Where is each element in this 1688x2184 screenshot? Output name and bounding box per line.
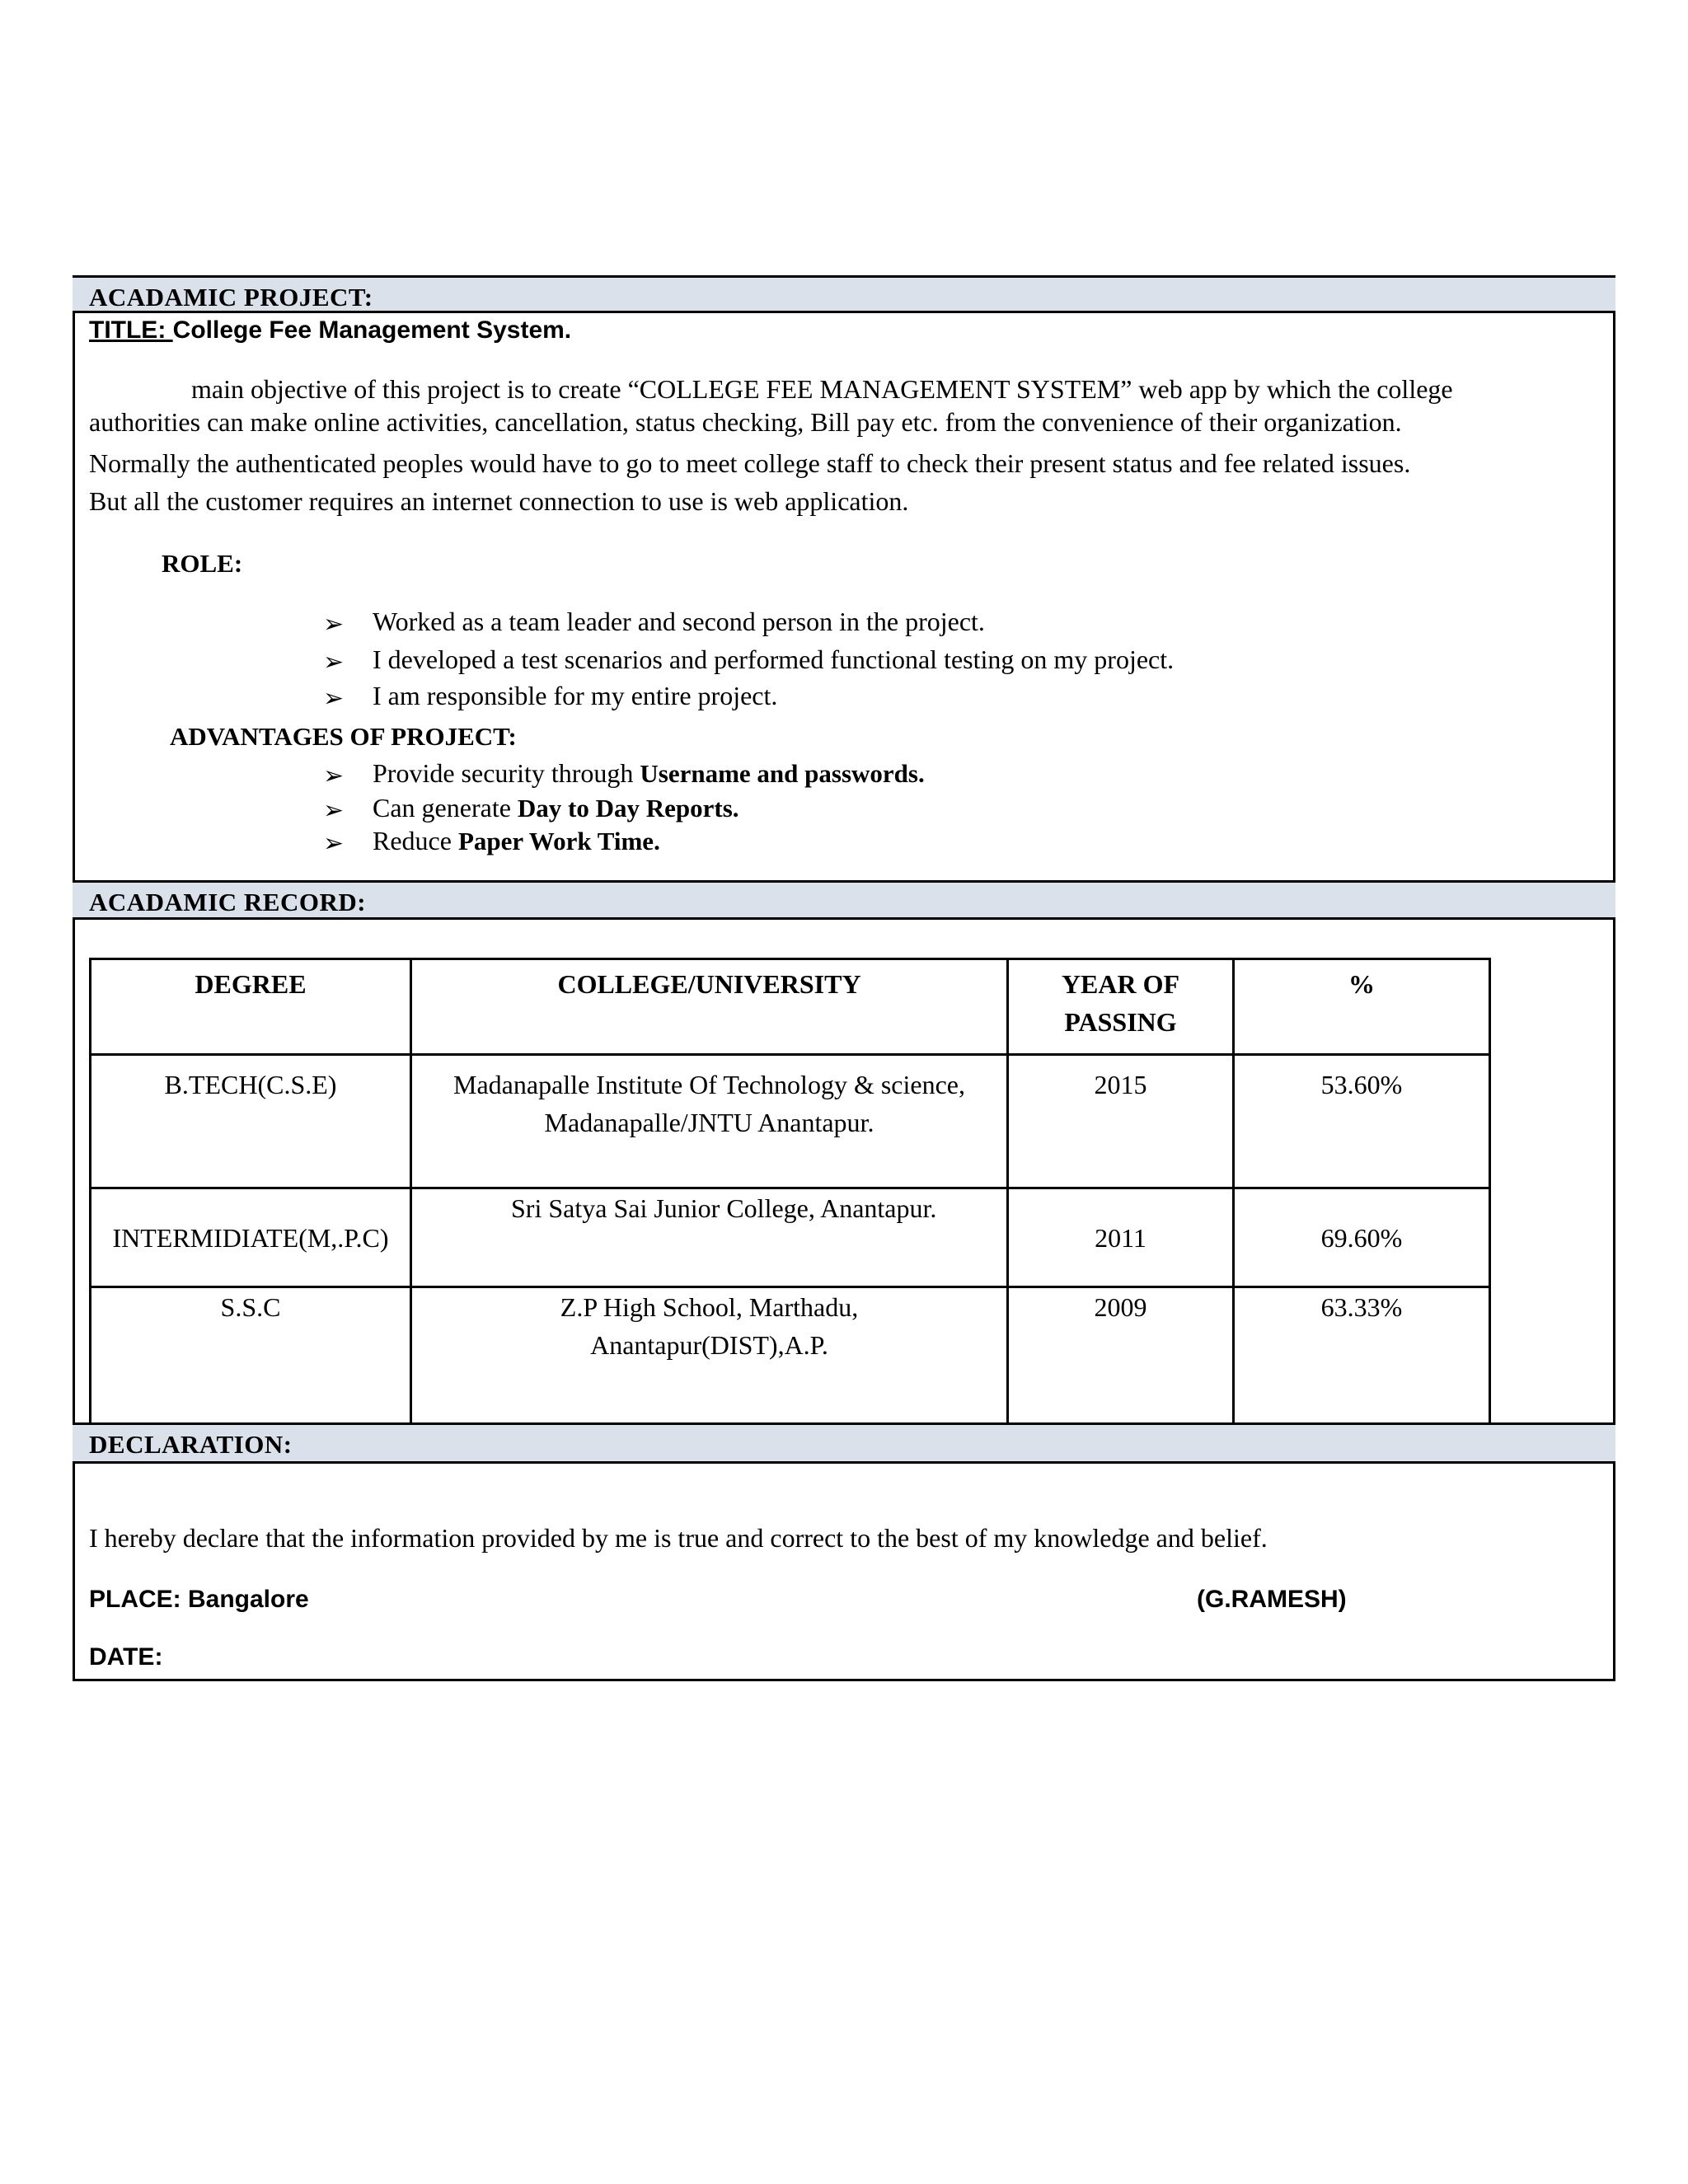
bullet-icon: ➢ — [323, 762, 345, 790]
declaration-heading: DECLARATION: — [89, 1430, 293, 1459]
project-description-line-2: authorities can make online activities, cancellation, status checking, Bill pay etc. from the convenience of their organization. — [89, 407, 1402, 437]
advantage-emphasis: Paper Work Time. — [457, 827, 660, 855]
declaration-heading-band — [73, 1422, 1615, 1464]
bullet-icon: ➢ — [323, 611, 345, 638]
declaration-text: I hereby declare that the information provided by me is true and correct to the best of my knowledge and belief. — [89, 1523, 1268, 1553]
column-header-percent: % — [1234, 959, 1490, 1055]
column-header-college: COLLEGE/UNIVERSITY — [411, 959, 1008, 1055]
date-label: DATE: — [89, 1643, 163, 1671]
project-description-line-4: But all the customer requires an internet connection to use is web application. — [89, 486, 909, 516]
cell-percent: 63.33% — [1234, 1287, 1490, 1424]
bullet-icon: ➢ — [323, 685, 345, 712]
signature-name: (G.RAMESH) — [1197, 1586, 1347, 1613]
advantage-text: Can generate — [373, 793, 518, 823]
cell-year: 2009 — [1008, 1287, 1234, 1424]
cell-college — [411, 1287, 1008, 1424]
column-header-degree: DEGREE — [91, 959, 411, 1055]
title-value: College Fee Management System. — [172, 316, 572, 344]
project-description-line-1: main objective of this project is to create “COLLEGE FEE MANAGEMENT SYSTEM” web app by which the college — [191, 374, 1453, 404]
bullet-icon: ➢ — [323, 797, 345, 824]
academic-record-table — [89, 958, 1491, 1425]
cell-degree: B.TECH(C.S.E) — [91, 1055, 411, 1188]
role-item: Worked as a team leader and second person in the project. — [373, 607, 985, 636]
project-heading: ACADAMIC PROJECT: — [89, 283, 373, 312]
role-item: I developed a test scenarios and performed functional testing on my project. — [373, 644, 1175, 674]
bullet-icon: ➢ — [323, 830, 345, 857]
cell-degree: INTERMIDIATE(M,.P.C) — [91, 1188, 411, 1287]
project-heading-band — [73, 275, 1615, 313]
role-item: I am responsible for my entire project. — [373, 681, 778, 710]
title-label: TITLE: — [89, 316, 173, 344]
table-row — [91, 1055, 1490, 1188]
bullet-icon: ➢ — [323, 649, 345, 676]
advantage-item — [373, 826, 660, 856]
cell-college: Sri Satya Sai Junior College, Anantapur. — [411, 1188, 1008, 1287]
advantage-item — [373, 793, 739, 823]
cell-percent: 53.60% — [1234, 1055, 1490, 1188]
advantage-emphasis: Username and passwords. — [640, 759, 925, 788]
advantage-item — [373, 758, 925, 789]
advantage-emphasis: Day to Day Reports. — [517, 794, 739, 823]
table-header-row — [91, 959, 1490, 1055]
column-header-year — [1008, 959, 1234, 1055]
table-row — [91, 1287, 1490, 1424]
cell-degree: S.S.C — [91, 1287, 411, 1424]
cell-year: 2011 — [1008, 1188, 1234, 1287]
cell-percent: 69.60% — [1234, 1188, 1490, 1287]
record-heading: ACADAMIC RECORD: — [89, 888, 367, 916]
record-heading-band — [73, 880, 1615, 920]
project-description-line-3: Normally the authenticated peoples would have to go to meet college staff to check their present status and fee related issues. — [89, 448, 1411, 478]
column-header-year-text: YEAR OF PASSING — [1061, 969, 1180, 1037]
cell-college — [411, 1055, 1008, 1188]
advantage-text: Provide security through — [373, 758, 640, 788]
advantage-text: Reduce — [373, 826, 458, 855]
cell-college-text: Z.P High School, Marthadu, Anantapur(DIST),A.P. — [560, 1292, 859, 1360]
place-label: PLACE: Bangalore — [89, 1586, 309, 1613]
advantages-heading: ADVANTAGES OF PROJECT: — [170, 722, 517, 751]
project-title — [89, 316, 571, 344]
cell-year: 2015 — [1008, 1055, 1234, 1188]
role-heading: ROLE: — [162, 549, 243, 578]
cell-college-text: Madanapalle Institute Of Technology & science, Madanapalle/JNTU Anantapur. — [453, 1070, 965, 1137]
table-row — [91, 1188, 1490, 1287]
